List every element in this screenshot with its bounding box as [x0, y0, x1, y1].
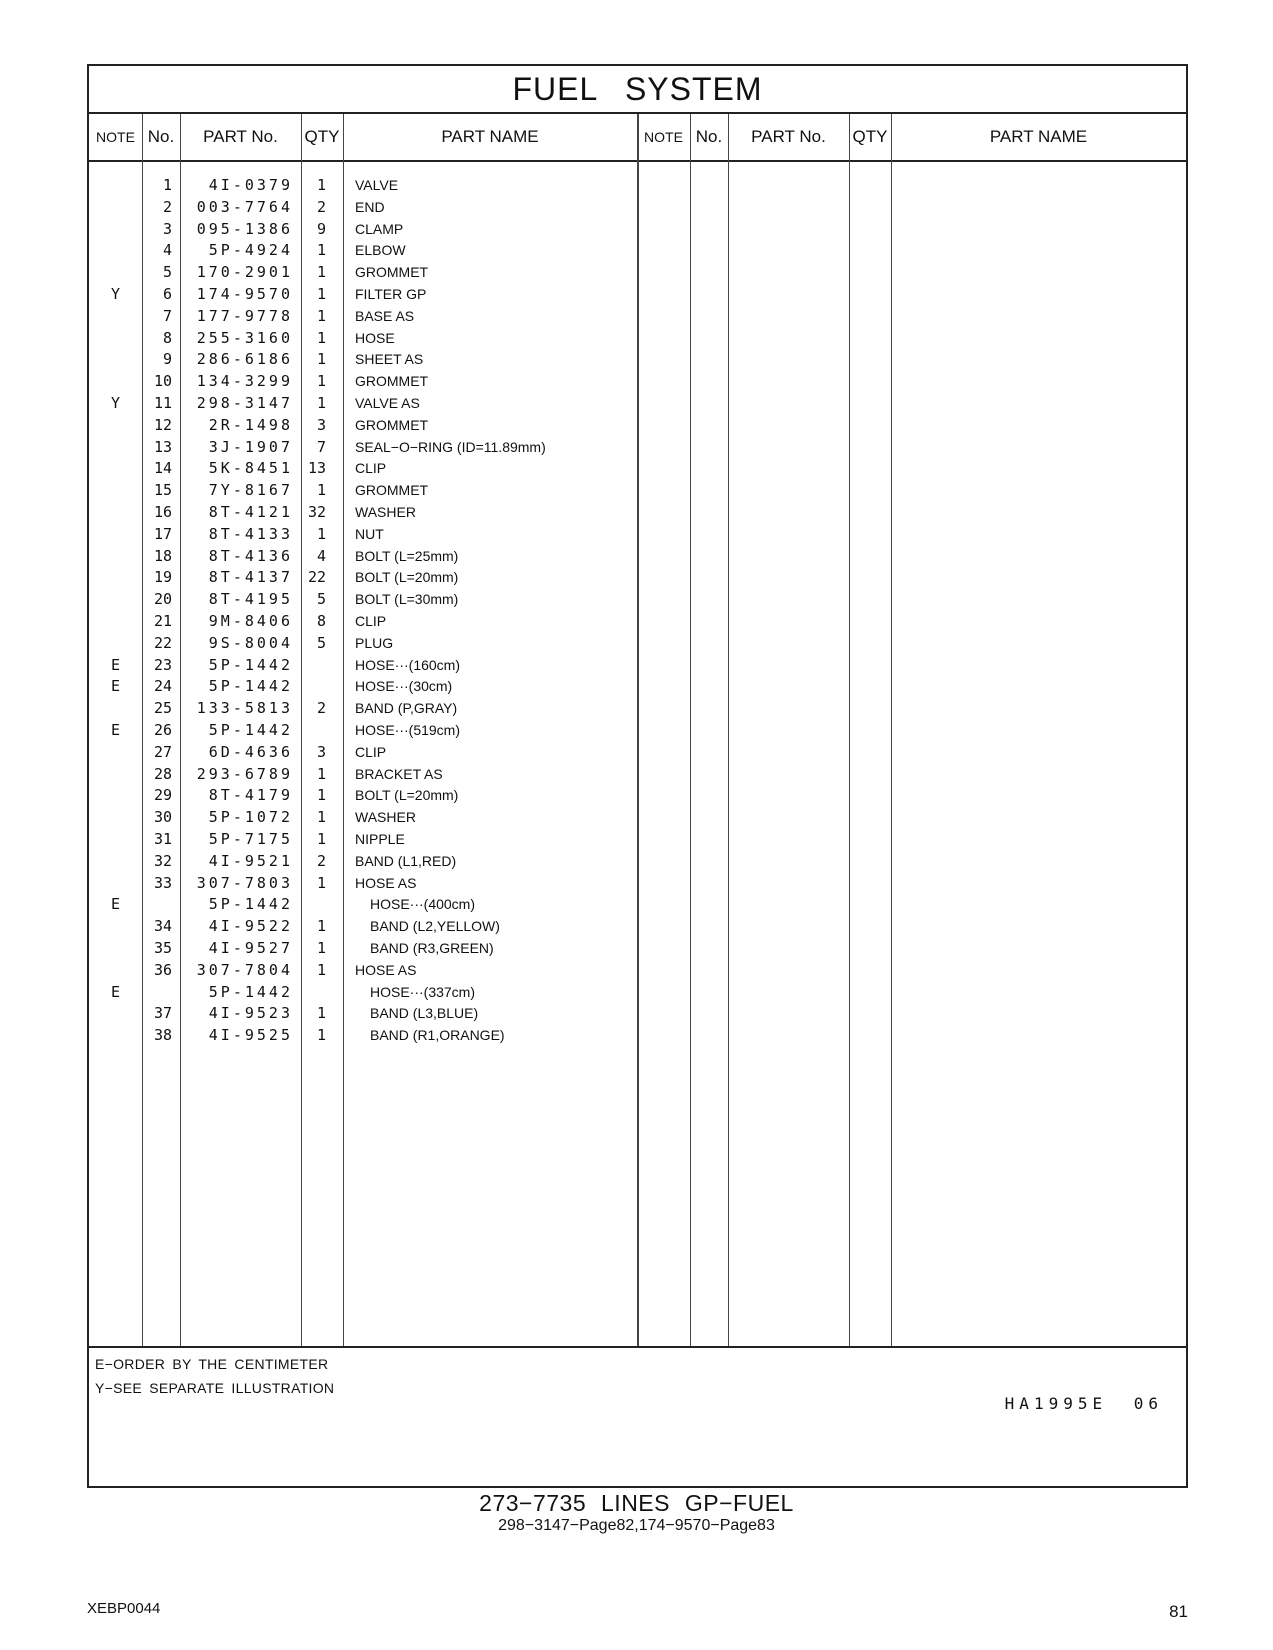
table-row	[89, 392, 649, 414]
part-name-cell: BASE AS	[355, 307, 415, 324]
item-number-cell: 24	[153, 677, 172, 696]
column-line	[891, 114, 892, 1346]
quantity-cell: 1	[316, 306, 326, 325]
table-row	[89, 588, 649, 610]
document-id: XEBP0044	[87, 1600, 161, 1617]
part-name-cell: WASHER	[355, 504, 416, 520]
part-name-cell: BOLT (L=20mm)	[355, 787, 459, 804]
item-number-cell: 12	[153, 415, 172, 434]
header-part-no: PART No.	[203, 127, 278, 146]
part-number-cell: 2R-1498	[208, 415, 293, 434]
item-number-cell: 19	[153, 568, 172, 587]
item-number-cell: 28	[153, 764, 172, 783]
part-number-cell: 3J-1907	[208, 437, 293, 456]
item-number-cell: 30	[153, 808, 172, 827]
table-row	[89, 327, 649, 349]
part-name-cell: BOLT (L=25mm)	[355, 547, 459, 564]
part-number-cell: 8T-4133	[208, 524, 293, 543]
part-name-cell: CLIP	[355, 613, 387, 629]
quantity-cell: 1	[316, 372, 326, 391]
column-line	[728, 114, 729, 1346]
part-name-cell: BOLT (L=20mm)	[355, 569, 459, 586]
part-name-cell: GROMMET	[355, 416, 429, 433]
item-number-cell: 9	[162, 350, 172, 369]
header-no: No.	[147, 127, 175, 146]
item-number-cell: 2	[162, 197, 172, 216]
table-row	[89, 218, 649, 240]
table-row	[89, 632, 649, 654]
quantity-cell: 1	[316, 873, 326, 892]
table-row	[89, 610, 649, 632]
item-number-cell: 3	[162, 219, 172, 238]
table-row	[89, 719, 649, 741]
item-number-cell: 5	[162, 263, 172, 282]
quantity-cell: 7	[316, 437, 326, 456]
part-name-cell: ELBOW	[355, 242, 406, 259]
table-row	[89, 828, 649, 850]
table-row	[89, 239, 649, 261]
part-name-cell: CLAMP	[355, 220, 404, 237]
part-number-cell: 003-7764	[196, 197, 293, 216]
part-number-cell: 4I-9521	[208, 851, 293, 870]
table-row	[89, 850, 649, 872]
part-number-cell: 134-3299	[196, 372, 293, 391]
item-number-cell: 6	[162, 285, 172, 303]
item-number-cell: 20	[153, 590, 172, 609]
part-name-cell: VALVE	[355, 177, 399, 193]
quantity-cell: 3	[316, 742, 326, 761]
quantity-cell: 8	[316, 612, 326, 630]
item-number-cell: 23	[153, 655, 172, 674]
item-number-cell: 22	[153, 633, 172, 652]
table-row	[89, 196, 649, 218]
item-number-cell: 35	[153, 939, 172, 957]
part-name-cell: FILTER GP	[355, 286, 427, 302]
part-number-cell: 286-6186	[196, 350, 293, 369]
column-line	[690, 114, 691, 1346]
table-row	[89, 348, 649, 370]
item-number-cell: 31	[153, 830, 172, 848]
note-cell: Y	[110, 285, 121, 303]
table-row	[89, 697, 649, 719]
header-part-name-right: PART NAME	[989, 127, 1088, 146]
part-name-cell: HOSE···(400cm)	[370, 896, 476, 913]
part-number-cell: 307-7804	[196, 960, 293, 979]
quantity-cell: 22	[307, 568, 326, 587]
part-number-cell: 6D-4636	[208, 742, 293, 761]
table-row	[89, 261, 649, 283]
part-number-cell: 8T-4137	[208, 568, 293, 587]
table-row	[89, 370, 649, 392]
quantity-cell: 1	[316, 350, 326, 369]
part-name-cell: END	[355, 198, 385, 215]
table-row	[89, 523, 649, 545]
part-number-cell: 133-5813	[196, 699, 293, 718]
table-row	[89, 457, 649, 479]
table-row	[89, 741, 649, 763]
part-name-cell: HOSE···(30cm)	[355, 678, 453, 695]
quantity-cell: 1	[316, 1004, 326, 1023]
part-name-cell: GROMMET	[355, 482, 429, 499]
part-name-cell: GROMMET	[355, 373, 429, 390]
quantity-cell: 1	[316, 481, 326, 500]
table-row	[89, 174, 649, 196]
column-line	[849, 114, 850, 1346]
item-number-cell: 13	[153, 437, 172, 456]
part-name-cell: SEAL−O−RING (ID=11.89mm)	[355, 438, 546, 455]
part-name-cell: BRACKET AS	[355, 765, 443, 782]
quantity-cell: 1	[316, 328, 326, 347]
table-row	[89, 1002, 649, 1024]
part-number-cell: 255-3160	[196, 328, 293, 347]
part-name-cell: HOSE AS	[355, 961, 417, 978]
table-row	[89, 305, 649, 327]
table-row	[89, 763, 649, 785]
part-name-cell: BAND (R1,ORANGE)	[370, 1027, 505, 1044]
table-row	[89, 784, 649, 806]
item-number-cell: 1	[162, 176, 172, 194]
header-note: NOTE	[96, 129, 135, 145]
quantity-cell: 1	[316, 917, 326, 936]
table-row	[89, 981, 649, 1003]
table-row	[89, 545, 649, 567]
page-title: FUEL SYSTEM	[512, 71, 763, 107]
header-part-name: PART NAME	[441, 127, 539, 146]
quantity-cell: 1	[316, 939, 326, 957]
part-number-cell: 177-9778	[196, 306, 293, 325]
part-number-cell: 4I-9522	[208, 917, 293, 936]
note-cell: E	[110, 677, 121, 696]
part-number-cell: 5K-8451	[208, 459, 293, 478]
quantity-cell: 5	[316, 590, 326, 609]
part-name-cell: HOSE AS	[355, 874, 417, 891]
table-row	[89, 414, 649, 436]
parts-list-sheet	[87, 64, 1188, 1488]
page-references: 298−3147−Page82,174−9570−Page83	[498, 1517, 775, 1534]
table-row	[89, 654, 649, 676]
table-row	[89, 915, 649, 937]
table-row	[89, 1024, 649, 1046]
item-number-cell: 17	[153, 524, 172, 543]
table-row	[89, 436, 649, 458]
part-number-cell: 5P-1442	[208, 982, 293, 1001]
table-row	[89, 872, 649, 894]
part-number-cell: 8T-4195	[208, 590, 293, 609]
part-name-cell: BAND (P,GRAY)	[355, 700, 458, 717]
part-number-cell: 5P-1442	[208, 895, 293, 914]
item-number-cell: 8	[162, 328, 172, 347]
part-name-cell: WASHER	[355, 809, 416, 826]
quantity-cell: 2	[316, 851, 326, 870]
part-number-cell: 4I-9525	[208, 1026, 293, 1045]
part-number-cell: 5P-7175	[208, 830, 293, 848]
quantity-cell: 1	[316, 285, 326, 303]
part-number-cell: 095-1386	[196, 219, 293, 238]
table-row	[89, 937, 649, 959]
part-number-cell: 7Y-8167	[208, 481, 293, 500]
item-number-cell: 32	[153, 851, 172, 870]
item-number-cell: 25	[153, 699, 172, 718]
divider	[89, 1346, 1186, 1348]
quantity-cell: 1	[316, 960, 326, 979]
part-name-cell: NIPPLE	[355, 831, 405, 847]
part-name-cell: PLUG	[355, 634, 394, 651]
header-no-right: No.	[695, 127, 723, 146]
note-cell: E	[110, 895, 121, 914]
part-name-cell: BAND (L2,YELLOW)	[370, 918, 500, 935]
item-number-cell: 7	[162, 306, 172, 325]
quantity-cell: 4	[316, 546, 326, 565]
part-number-cell: 5P-1442	[208, 721, 293, 739]
part-name-cell: BAND (L3,BLUE)	[370, 1005, 479, 1022]
item-number-cell: 34	[153, 917, 172, 936]
header-note-right: NOTE	[644, 129, 683, 145]
quantity-cell: 1	[316, 176, 326, 194]
part-name-cell: VALVE AS	[355, 395, 420, 411]
item-number-cell: 18	[153, 546, 172, 565]
part-name-cell: GROMMET	[355, 264, 429, 281]
part-number-cell: 298-3147	[196, 394, 293, 412]
part-name-cell: HOSE	[355, 329, 395, 346]
note-cell: E	[110, 655, 121, 674]
part-number-cell: 307-7803	[196, 873, 293, 892]
part-name-cell: HOSE···(337cm)	[370, 983, 476, 1000]
part-number-cell: 293-6789	[196, 764, 293, 783]
quantity-cell: 9	[316, 219, 326, 238]
note-cell: Y	[110, 394, 121, 412]
part-name-cell: NUT	[355, 525, 384, 542]
part-number-cell: 9M-8406	[208, 612, 293, 630]
quantity-cell: 1	[316, 808, 326, 827]
part-name-cell: CLIP	[355, 743, 387, 760]
item-number-cell: 16	[153, 503, 172, 521]
part-name-cell: BOLT (L=30mm)	[355, 591, 459, 608]
part-number-cell: 174-9570	[196, 285, 293, 303]
header-qty: QTY	[304, 127, 340, 146]
item-number-cell: 14	[153, 459, 172, 478]
part-number-cell: 5P-4924	[208, 241, 293, 260]
part-name-cell: BAND (L1,RED)	[355, 852, 457, 869]
part-number-cell: 5P-1072	[208, 808, 293, 827]
header-qty-right: QTY	[852, 127, 888, 146]
illustration-code: HA1995E 06	[1004, 1394, 1163, 1413]
part-name-cell: BAND (R3,GREEN)	[370, 940, 494, 956]
page-number: 81	[1169, 1602, 1188, 1621]
part-number-cell: 8T-4121	[208, 503, 293, 521]
quantity-cell: 1	[316, 1026, 326, 1045]
item-number-cell: 15	[153, 481, 172, 500]
part-number-cell: 5P-1442	[208, 655, 293, 674]
table-row	[89, 566, 649, 588]
part-number-cell: 8T-4179	[208, 786, 293, 805]
quantity-cell: 1	[316, 394, 326, 412]
item-number-cell: 29	[153, 786, 172, 805]
footnote-y: Y−SEE SEPARATE ILLUSTRATION	[95, 1380, 335, 1396]
table-row	[89, 479, 649, 501]
quantity-cell: 1	[316, 830, 326, 848]
item-number-cell: 11	[153, 394, 172, 412]
table-row	[89, 806, 649, 828]
quantity-cell: 1	[316, 786, 326, 805]
part-name-cell: CLIP	[355, 460, 387, 477]
table-row	[89, 283, 649, 305]
item-number-cell: 36	[153, 960, 172, 979]
part-number-cell: 9S-8004	[208, 633, 293, 652]
quantity-cell: 1	[316, 241, 326, 260]
item-number-cell: 33	[153, 873, 172, 892]
part-number-cell: 170-2901	[196, 263, 293, 282]
part-number-cell: 4I-9527	[208, 939, 293, 957]
note-cell: E	[110, 982, 121, 1001]
quantity-cell: 1	[316, 764, 326, 783]
quantity-cell: 2	[316, 699, 326, 718]
table-row	[89, 893, 649, 915]
note-cell: E	[110, 721, 121, 739]
table-row	[89, 501, 649, 523]
item-number-cell: 21	[153, 612, 172, 630]
quantity-cell: 32	[307, 503, 326, 521]
quantity-cell: 3	[316, 415, 326, 434]
group-title: 273−7735 LINES GP−FUEL	[479, 1490, 794, 1516]
table-row	[89, 675, 649, 697]
table-row	[89, 959, 649, 981]
part-name-cell: HOSE···(160cm)	[355, 656, 461, 673]
header-part-no-right: PART No.	[751, 127, 826, 146]
item-number-cell: 26	[153, 721, 172, 739]
quantity-cell: 13	[307, 459, 326, 478]
part-name-cell: HOSE···(519cm)	[355, 722, 461, 738]
item-number-cell: 10	[153, 372, 172, 391]
part-number-cell: 5P-1442	[208, 677, 293, 696]
item-number-cell: 4	[162, 241, 172, 260]
item-number-cell: 37	[153, 1004, 172, 1023]
quantity-cell: 2	[316, 197, 326, 216]
quantity-cell: 1	[316, 263, 326, 282]
part-number-cell: 4I-0379	[208, 176, 293, 194]
part-number-cell: 8T-4136	[208, 546, 293, 565]
quantity-cell: 1	[316, 524, 326, 543]
item-number-cell: 38	[153, 1026, 172, 1045]
item-number-cell: 27	[153, 742, 172, 761]
quantity-cell: 5	[316, 633, 326, 652]
part-name-cell: SHEET AS	[355, 351, 424, 368]
footnote-e: E−ORDER BY THE CENTIMETER	[95, 1356, 329, 1372]
part-number-cell: 4I-9523	[208, 1004, 293, 1023]
